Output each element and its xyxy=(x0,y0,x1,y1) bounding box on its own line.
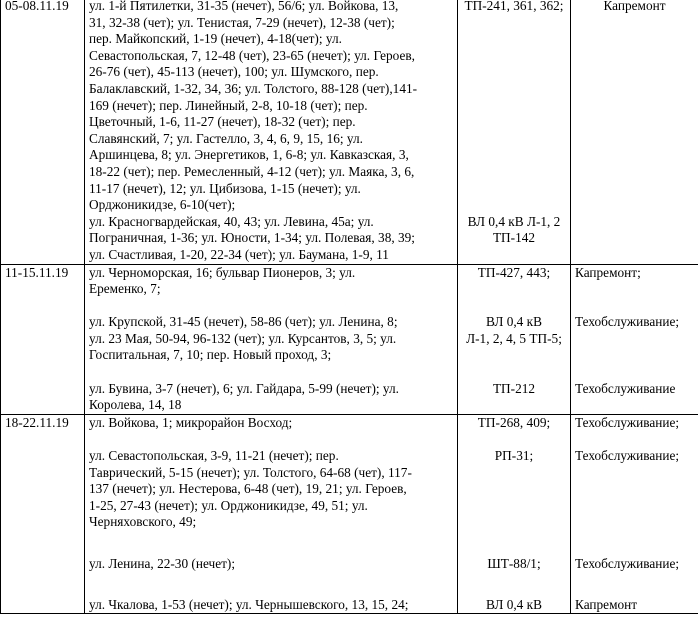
work-type-text: Капремонт xyxy=(575,596,638,612)
street-line: Пограничная, 1-36; ул. Юности, 1-34; ул. Полевая, 38, 39; xyxy=(89,230,415,246)
street-line: Орджоникидзе, 6-10(чет); xyxy=(89,197,236,213)
street-line: ул. Счастливая, 1-20, 22-34 (чет); ул. Баумана, 1-9, 11 xyxy=(89,246,389,262)
work-type-text: Техобслуживание xyxy=(575,380,676,396)
object-text: ТП-427, 443; xyxy=(477,264,551,280)
work-type-cell xyxy=(571,0,698,264)
objects-cell xyxy=(458,0,571,264)
date-cell xyxy=(1,264,85,414)
street-line: Королева, 14, 18 xyxy=(89,397,182,413)
street-line: ул. Чкалова, 1-53 (нечет); ул. Чернышевского, 13, 15, 24; xyxy=(89,596,409,612)
street-line: 169 (нечет); пер. Линейный, 2-8, 10-18 (чет); пер. xyxy=(89,97,368,113)
object-text: ТП-268, 409; xyxy=(477,414,551,430)
street-line: Балаклавский, 1-32, 34, 36; ул. Толстого, 88-128 (чет),141- xyxy=(89,80,418,96)
object-text: ВЛ 0,4 кВ xyxy=(486,314,542,330)
date-cell xyxy=(1,0,85,264)
object-text: ВЛ 0,4 кВ xyxy=(486,596,542,612)
street-line: ул. 1-й Пятилетки, 31-35 (нечет), 56/6; ул. Войкова, 13, xyxy=(89,0,399,13)
street-line: ул. Ленина, 22-30 (нечет); xyxy=(89,555,236,571)
table-row xyxy=(1,414,698,614)
table-row xyxy=(1,264,698,414)
street-line: 26-76 (чет), 45-113 (нечет), 100; ул. Шумского, пер. xyxy=(89,64,379,80)
street-line: 18-22 (чет); пер. Ремесленный, 4-12 (чет); ул. Маяка, 3, 6, xyxy=(89,163,415,179)
street-line: Цветочный, 1-6, 11-27 (нечет), 18-32 (чет); пер. xyxy=(89,114,356,130)
street-line: 1-25, 27-43 (нечет); ул. Орджоникидзе, 49, 51; ул. xyxy=(89,497,368,513)
work-type-text: Капремонт xyxy=(603,0,666,13)
objects-cell xyxy=(458,264,571,414)
street-line: ул. Севастопольская, 3-9, 11-21 (нечет); пер. xyxy=(89,448,339,464)
street-line: пер. Майкопский, 1-19 (нечет), 4-18(чет); ул. xyxy=(89,31,342,47)
object-text: Л-1, 2, 4, 5 ТП-5; xyxy=(466,330,562,346)
work-type-cell xyxy=(571,264,698,414)
table-row xyxy=(1,0,698,264)
date-cell xyxy=(1,414,85,614)
street-line: 137 (нечет); ул. Нестерова, 6-48 (чет), 19, 21; ул. Героев, xyxy=(89,481,407,497)
work-type-text: Техобслуживание; xyxy=(575,555,680,571)
streets-cell xyxy=(85,414,458,614)
street-line: 31, 32-38 (чет); ул. Тенистая, 7-29 (нечет), 12-38 (чет); xyxy=(89,14,395,30)
street-line: Севастопольская, 7, 12-48 (чет), 23-65 (нечет); ул. Героев, xyxy=(89,47,415,63)
object-text: ТП-212 xyxy=(492,380,536,396)
object-text: ВЛ 0,4 кВ Л-1, 2 xyxy=(467,213,561,229)
work-type-cell xyxy=(571,414,698,614)
date-text: 18-22.11.19 xyxy=(5,414,69,430)
street-line: ул. 23 Мая, 50-94, 96-132 (чет); ул. Курсантов, 3, 5; ул. xyxy=(89,330,397,346)
object-text: ТП-241, 361, 362; xyxy=(464,0,564,13)
streets-cell xyxy=(85,0,458,264)
street-line: ул. Красногвардейская, 40, 43; ул. Левина, 45а; ул. xyxy=(89,213,374,229)
work-type-text: Техобслуживание; xyxy=(575,314,680,330)
object-text: РП-31; xyxy=(494,448,534,464)
object-text: ТП-142 xyxy=(492,230,536,246)
work-type-text: Капремонт; xyxy=(575,264,641,280)
street-line: ул. Крупской, 31-45 (нечет), 58-86 (чет); ул. Ленина, 8; xyxy=(89,314,398,330)
date-text: 11-15.11.19 xyxy=(5,264,69,280)
work-type-text: Техобслуживание; xyxy=(575,414,680,430)
street-line: Аршинцева, 8; ул. Энергетиков, 1, 6-8; ул. Кавказская, 3, xyxy=(89,147,409,163)
street-line: Славянский, 7; ул. Гастелло, 3, 4, 6, 9, 15, 16; ул. xyxy=(89,130,363,146)
street-line: 11-17 (нечет), 12; ул. Цибизова, 1-15 (нечет); ул. xyxy=(89,180,361,196)
work-type-text: Техобслуживание; xyxy=(575,448,680,464)
objects-cell xyxy=(458,414,571,614)
street-line: Черняховского, 49; xyxy=(89,514,197,530)
street-line: ул. Войкова, 1; микрорайон Восход; xyxy=(89,414,293,430)
street-line: ул. Черноморская, 16; бульвар Пионеров, 3; ул. xyxy=(89,264,356,280)
streets-cell xyxy=(85,264,458,414)
date-text: 05-08.11.19 xyxy=(5,0,69,13)
street-line: ул. Бувина, 3-7 (нечет), 6; ул. Гайдара, 5-99 (нечет); ул. xyxy=(89,380,399,396)
object-text: ШТ-88/1; xyxy=(487,555,541,571)
street-line: Таврический, 5-15 (нечет); ул. Толстого, 64-68 (чет), 117- xyxy=(89,464,412,480)
street-line: Еременко, 7; xyxy=(89,281,161,297)
street-line: Госпитальная, 7, 10; пер. Новый проход, 3; xyxy=(89,347,332,363)
